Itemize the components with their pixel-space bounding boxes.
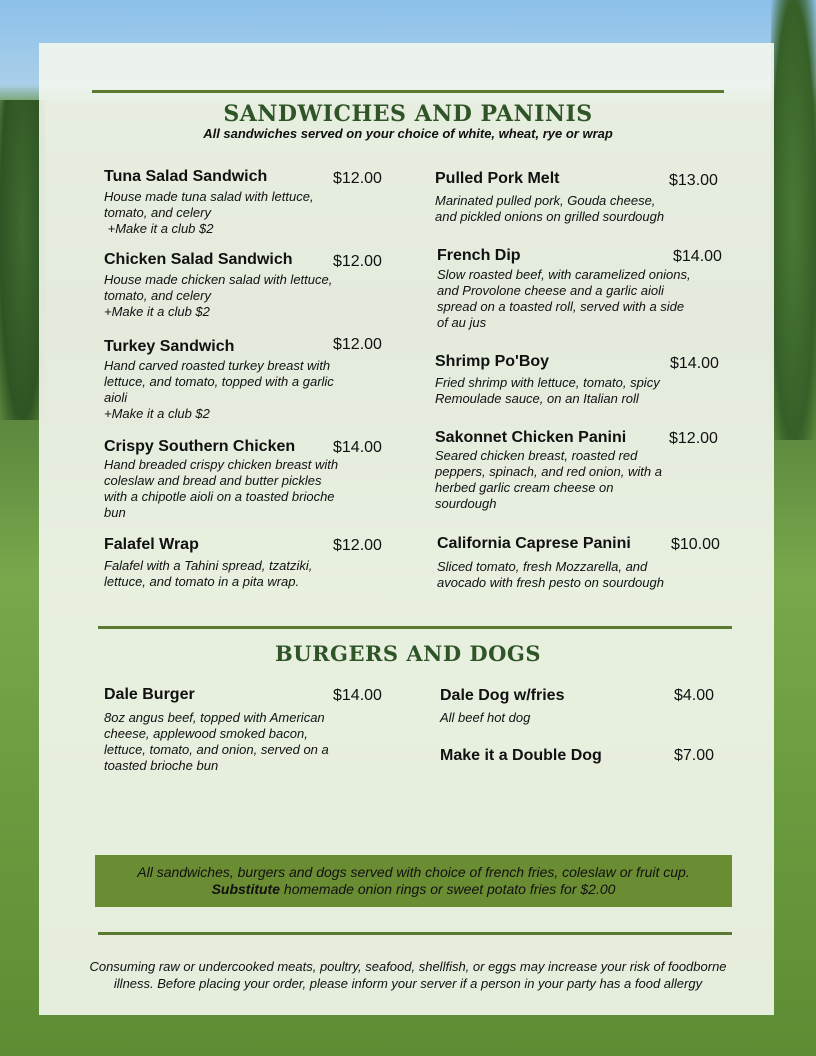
item-name: Dale Dog w/fries [440, 687, 565, 704]
item-description: 8oz angus beef, topped with American cheese, applewood smoked bacon, lettuce, tomato, and onion, served on a toasted brioche bun [104, 710, 329, 773]
item-price: $14.00 [333, 439, 382, 456]
item-name: Sakonnet Chicken Panini [435, 429, 627, 446]
item-description: Slow roasted beef, with caramelized onions, and Provolone cheese and a garlic aioli spread on a toasted roll, served with a side of au jus [437, 267, 691, 330]
item-name: Tuna Salad Sandwich [104, 168, 268, 185]
item-name: Chicken Salad Sandwich [104, 251, 293, 268]
substitute-label: Substitute [211, 881, 281, 897]
background-trees-right [771, 0, 816, 440]
item-description: Sliced tomato, fresh Mozzarella, and avocado with fresh pesto on sourdough [437, 559, 664, 590]
burgers-title: BURGERS AND DOGS [275, 641, 541, 666]
item-name: Shrimp Po'Boy [435, 353, 550, 370]
middle-rule [98, 626, 732, 629]
bottom-rule [98, 932, 732, 935]
item-price: $12.00 [669, 430, 718, 447]
item-price: $10.00 [671, 536, 720, 553]
item-name: Pulled Pork Melt [435, 170, 560, 187]
item-price: $12.00 [333, 537, 382, 554]
item-description: Marinated pulled pork, Gouda cheese, and pickled onions on grilled sourdough [435, 193, 665, 224]
item-price: $4.00 [674, 687, 715, 704]
item-price: $12.00 [333, 253, 382, 270]
item-description: Fried shrimp with lettuce, tomato, spicy Remoulade sauce, on an Italian roll [435, 375, 660, 406]
top-rule [92, 90, 724, 93]
item-description: Hand breaded crispy chicken breast with coleslaw and bread and butter pickles with a chipotle aioli on a toasted brioche bun [104, 457, 339, 520]
item-description: Hand carved roasted turkey breast with lettuce, and tomato, topped with a garlic aioli +Make it a club $2 [104, 358, 334, 421]
item-name: California Caprese Panini [437, 535, 631, 552]
item-description: All beef hot dog [440, 710, 531, 725]
sandwiches-subtitle: All sandwiches served on your choice of white, wheat, rye or wrap [203, 126, 613, 141]
item-name: Turkey Sandwich [104, 338, 235, 355]
item-price: $7.00 [674, 747, 715, 764]
item-price: $12.00 [333, 170, 382, 187]
item-name: Dale Burger [104, 686, 195, 703]
item-price: $14.00 [670, 355, 719, 372]
item-name: Crispy Southern Chicken [104, 438, 296, 455]
item-description: House made tuna salad with lettuce, tomato, and celery +Make it a club $2 [104, 189, 314, 236]
item-price: $14.00 [333, 687, 382, 704]
sides-note: All sandwiches, burgers and dogs served with choice of french fries, coleslaw or fruit cup. Substitute homemade onion rings or sweet potato fries for $2.00 [95, 855, 732, 907]
item-price: $12.00 [333, 336, 382, 353]
item-name: French Dip [437, 247, 521, 264]
item-price: $13.00 [669, 172, 718, 189]
item-description: Falafel with a Tahini spread, tzatziki, lettuce, and tomato in a pita wrap. [104, 558, 313, 589]
allergy-disclaimer: Consuming raw or undercooked meats, poultry, seafood, shellfish, or eggs may increase your risk of foodborne illness. Before placing your order, please inform your server if a person in your party has a food allergy [89, 959, 727, 991]
item-name: Make it a Double Dog [440, 747, 602, 764]
item-price: $14.00 [673, 248, 722, 265]
item-description: Seared chicken breast, roasted red peppers, spinach, and red onion, with a herbed garlic cream cheese on sourdough [435, 448, 662, 511]
item-name: Falafel Wrap [104, 536, 199, 553]
sandwiches-title: SANDWICHES AND PANINIS [223, 101, 593, 127]
item-description: House made chicken salad with lettuce, tomato, and celery +Make it a club $2 [104, 272, 333, 319]
